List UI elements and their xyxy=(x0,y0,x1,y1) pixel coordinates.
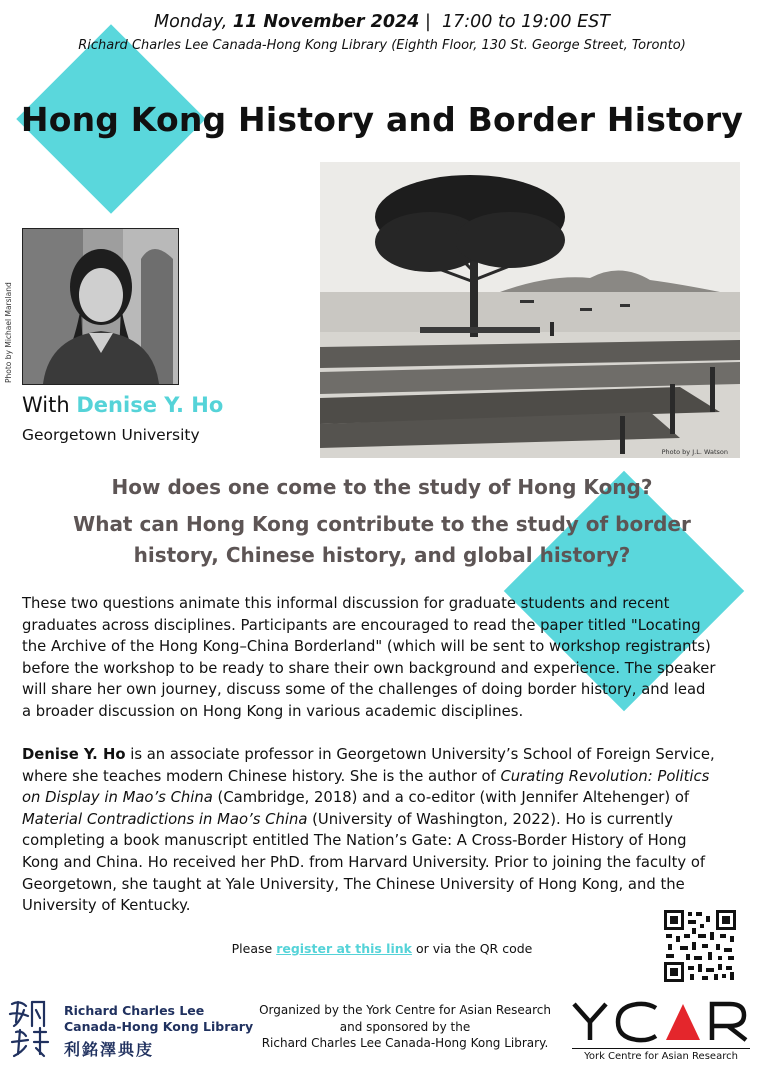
speaker-affiliation: Georgetown University xyxy=(22,426,200,444)
ycar-logo xyxy=(570,1000,752,1044)
bio-name: Denise Y. Ho xyxy=(22,746,126,763)
event-venue: Richard Charles Lee Canada-Hong Kong Library (Eighth Floor, 130 St. George Street, Toronto) xyxy=(78,38,686,53)
book-title: Material Contradictions in Mao’s China xyxy=(22,810,308,828)
speaker-portrait xyxy=(22,228,179,385)
description-line: before the workshop to be ready to share their own background and experience. The speaker xyxy=(22,659,716,677)
description-line: will share her own journey, discuss some of the challenges of doing border history, and lead xyxy=(22,681,706,699)
portrait-credit: Photo by Michael Marsland xyxy=(4,282,13,383)
speaker-name: Denise Y. Ho xyxy=(76,393,224,417)
register-link[interactable]: register at this link xyxy=(276,941,412,956)
photo-credit: Photo by J.L. Watson xyxy=(661,448,728,456)
ycar-full-name: York Centre for Asian Research xyxy=(572,1048,750,1062)
description-line: the Archive of the Hong Kong–China Borderland" (which will be sent to workshop registrants) xyxy=(22,638,711,656)
library-name: Richard Charles Lee Canada-Hong Kong Library xyxy=(64,1003,254,1034)
registration-line: Please register at this link or via the QR code xyxy=(231,941,533,956)
organizer-note: Organized by the York Centre for Asian Research and sponsored by the Richard Charles Lee Canada-Hong Kong Library. xyxy=(259,1003,551,1050)
library-chinese-name: 利銘澤典庋 xyxy=(64,1040,155,1059)
question-1: How does one come to the study of Hong Kong? xyxy=(111,475,653,499)
book-title: Curating Revolution: Politics xyxy=(500,767,710,785)
bio-paragraph: Denise Y. Ho is an associate professor in Georgetown University’s School of Foreign Service, where she teaches modern Chinese history. She is the author of Curating Revolution: Politics on Display in Mao’s China (Cambridge, 2018) and a co-editor (with Jennifer Altehenger) of Material Contradictions in Mao’s China (University of Washington, 2022). Ho is currently completing a book manuscript entitled The Nation’s Gate: A Cross-Border History of Hong Kong and China. Ho received her PhD. from Harvard University. Prior to joining the faculty of Georgetown, she taught at Yale University, The Chinese University of Hong Kong, and the University of Kentucky. xyxy=(22,746,715,915)
question-2-line-2: history, Chinese history, and global history? xyxy=(133,543,631,567)
description-line: These two questions animate this informal discussion for graduate students and recent xyxy=(22,595,670,612)
event-date-time: Monday, 11 November 2024 | 17:00 to 19:00 EST xyxy=(154,12,610,32)
page-title: Hong Kong History and Border History xyxy=(20,100,744,139)
library-calligraphy-logo xyxy=(6,996,54,1060)
book-title: on Display in Mao’s China xyxy=(22,789,213,807)
description-line: a broader discussion on Hong Kong in various academic disciplines. xyxy=(22,702,524,720)
question-2-line-1: What can Hong Kong contribute to the study of border xyxy=(73,512,691,536)
description-paragraph xyxy=(22,593,742,723)
feature-photo xyxy=(320,162,740,458)
speaker-line: With Denise Y. Ho xyxy=(22,393,224,417)
qr-code[interactable] xyxy=(664,910,736,982)
description-line: graduates across disciplines. Participants are encouraged to read the paper titled "Locating xyxy=(22,616,701,634)
